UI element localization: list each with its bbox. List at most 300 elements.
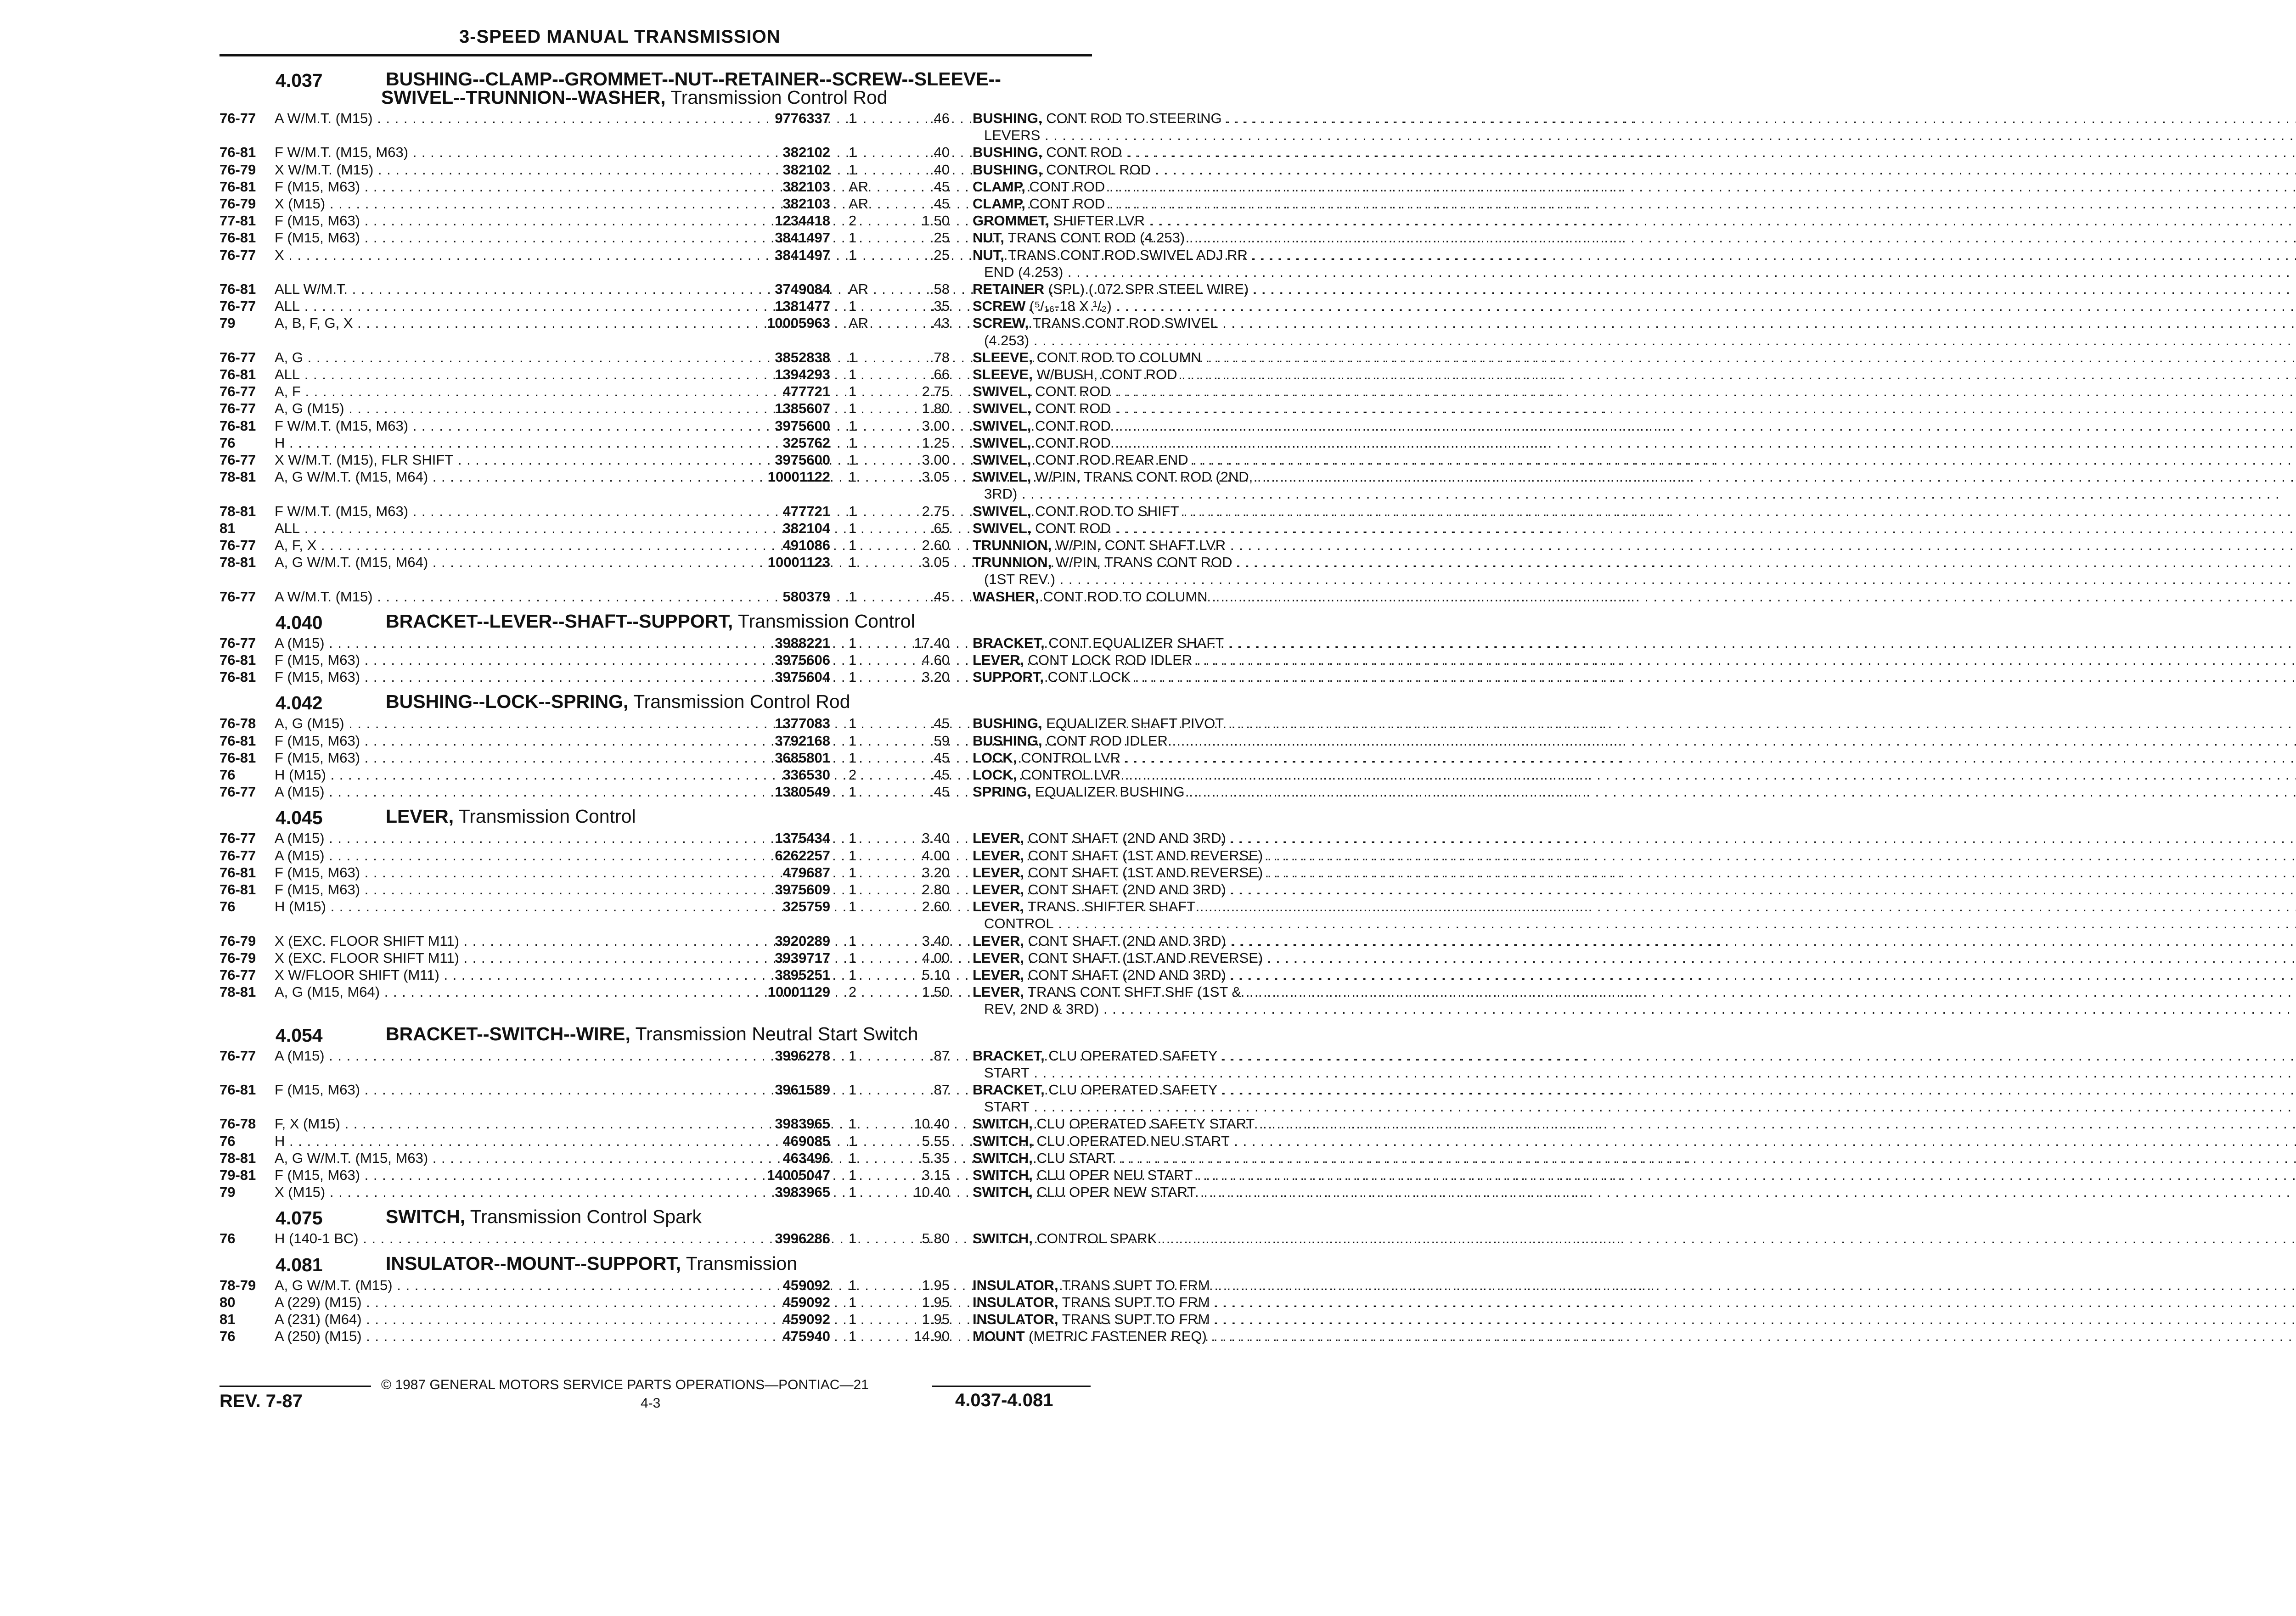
description-cont xyxy=(984,1099,1303,1115)
application xyxy=(275,669,731,685)
table-row xyxy=(219,967,1226,983)
description xyxy=(973,767,1303,783)
table-row-continuation xyxy=(219,264,1083,281)
part-number: 3975609 xyxy=(775,881,830,898)
part-keyword: BRACKET, xyxy=(973,1047,1045,1064)
description-text: TRANS SUPT TO FRM xyxy=(1062,1294,1210,1310)
application xyxy=(275,967,731,983)
part-number: 463496 xyxy=(782,1150,830,1166)
quantity: 1 xyxy=(849,881,857,898)
price: 3.00 xyxy=(922,452,950,468)
price: .87 xyxy=(929,1047,950,1064)
description-cont-text: LEVERS xyxy=(984,127,1041,144)
description-text: CONT ROD xyxy=(1035,520,1111,536)
model-years: 76-81 xyxy=(219,881,256,898)
table-row xyxy=(219,537,1226,554)
application xyxy=(275,1116,731,1132)
quantity: 1 xyxy=(849,1184,857,1201)
application xyxy=(275,784,731,800)
quantity: AR xyxy=(849,315,869,331)
application xyxy=(275,349,731,366)
part-number: 459092 xyxy=(782,1294,830,1310)
price: .45 xyxy=(929,178,950,195)
application-text: F (M15, M63) xyxy=(275,732,360,749)
table-row-continuation xyxy=(219,571,1083,588)
table-row xyxy=(219,881,1226,898)
table-row xyxy=(219,932,1226,949)
model-years: 76 xyxy=(219,434,236,451)
model-years: 76-81 xyxy=(219,366,256,382)
description-text: TRANS CONT ROD SWIVEL xyxy=(1032,315,1218,331)
table-row xyxy=(219,1294,1210,1311)
part-keyword: LOCK, xyxy=(973,767,1017,783)
price: .78 xyxy=(929,349,950,365)
table-row xyxy=(219,110,1222,127)
application xyxy=(275,1230,731,1247)
part-number: 477721 xyxy=(782,383,830,400)
table-row xyxy=(219,161,1151,178)
description xyxy=(973,315,1303,331)
application-text: F (M15, M63) xyxy=(275,1082,360,1098)
part-keyword: BUSHING, xyxy=(973,732,1042,749)
description xyxy=(973,652,1303,668)
part-number: 479687 xyxy=(782,864,830,881)
table-row xyxy=(219,1133,1230,1150)
description xyxy=(973,967,1303,983)
description xyxy=(973,733,1303,749)
quantity: AR xyxy=(849,178,869,195)
price: 5.10 xyxy=(922,967,950,983)
table-row xyxy=(219,1082,1218,1098)
application xyxy=(275,247,731,264)
quantity: 1 xyxy=(849,1328,857,1345)
part-number: 580379 xyxy=(782,588,830,605)
part-number: 1381477 xyxy=(775,298,830,314)
table-row xyxy=(219,417,1111,434)
description-text: CLU OPERATED SAFETY xyxy=(1048,1082,1218,1098)
application-text: F W/M.T. (M15, M63) xyxy=(275,417,409,434)
description-text: CONT ROD TO COLUMN xyxy=(1036,349,1201,365)
price: 3.05 xyxy=(922,554,950,571)
description-text: TRANS SUPT TO FRM xyxy=(1062,1311,1210,1327)
quantity: 1 xyxy=(849,669,857,685)
quantity: 1 xyxy=(849,1116,857,1132)
model-years: 80 xyxy=(219,1294,236,1310)
application-text: A W/M.T. (M15) xyxy=(275,110,373,126)
table-row xyxy=(219,984,1242,1000)
description xyxy=(973,230,1303,246)
description-cont xyxy=(984,332,1303,349)
header-rule xyxy=(219,54,1092,56)
description-cont xyxy=(984,1065,1303,1081)
quantity: 1 xyxy=(849,1294,857,1310)
model-years: 76 xyxy=(219,1328,236,1345)
description xyxy=(973,162,1303,178)
model-years: 76-78 xyxy=(219,715,256,732)
quantity: 1 xyxy=(849,110,857,126)
part-keyword: LEVER, xyxy=(973,652,1024,668)
price: 3.15 xyxy=(922,1167,950,1183)
model-years: 78-81 xyxy=(219,984,256,1000)
description xyxy=(973,898,1303,915)
description xyxy=(973,469,1303,485)
application xyxy=(275,864,731,881)
application xyxy=(275,1082,731,1098)
part-keyword: BUSHING, xyxy=(973,110,1042,126)
application xyxy=(275,298,731,314)
description-text: CONT SHAFT (1ST AND REVERSE) xyxy=(1028,864,1263,881)
model-years: 76-79 xyxy=(219,949,256,966)
quantity: 1 xyxy=(849,161,857,178)
part-number: 459092 xyxy=(782,1311,830,1327)
price: 3.20 xyxy=(922,669,950,685)
quantity: AR xyxy=(849,281,869,297)
application xyxy=(275,1133,731,1150)
part-number: 10001122 xyxy=(767,469,830,485)
table-row-continuation xyxy=(219,332,1083,349)
description-text: SHIFTER LVR xyxy=(1053,213,1145,229)
quantity: 1 xyxy=(849,434,857,451)
application xyxy=(275,435,731,451)
price: .25 xyxy=(929,230,950,246)
section-subtitle: Transmission Control Rod xyxy=(633,691,850,713)
application-text: A (250) (M15) xyxy=(275,1328,362,1345)
model-years: 79-81 xyxy=(219,1167,256,1183)
application-text: X W/M.T. (M15), FLR SHIFT xyxy=(275,452,454,468)
part-keyword: BUSHING, xyxy=(973,144,1042,161)
table-row xyxy=(219,669,1131,685)
description xyxy=(973,933,1303,949)
price: 1.50 xyxy=(922,213,950,229)
part-number: 3841497 xyxy=(775,230,830,246)
quantity: 1 xyxy=(849,847,857,864)
quantity: AR xyxy=(849,196,869,212)
price: 5.55 xyxy=(922,1133,950,1149)
application-text: A (229) (M15) xyxy=(275,1294,362,1310)
description-text: CONTROL LVR xyxy=(1021,749,1121,766)
part-keyword: LEVER, xyxy=(973,864,1024,881)
application-text: F W/M.T. (M15, M63) xyxy=(275,503,409,519)
description-text: TRANS SUPT TO FRM xyxy=(1062,1277,1210,1293)
table-row xyxy=(219,749,1121,766)
application-text: A (M15) xyxy=(275,1047,325,1064)
footer-revision: REV. 7-87 xyxy=(219,1391,303,1411)
description-cont-text: START xyxy=(984,1064,1030,1081)
price: 1.95 xyxy=(922,1311,950,1327)
part-keyword: SCREW, xyxy=(973,315,1029,331)
description-text: CONT ROD xyxy=(1035,400,1111,417)
application-text: A (M15) xyxy=(275,784,325,800)
part-keyword: SPRING, xyxy=(973,784,1031,800)
application-text: F (M15, M63) xyxy=(275,864,360,881)
part-number: 3996278 xyxy=(775,1047,830,1064)
model-years: 76-81 xyxy=(219,144,256,161)
part-number: 10001123 xyxy=(767,554,830,571)
model-years: 77-81 xyxy=(219,213,256,229)
application-text: A (M15) xyxy=(275,830,325,847)
part-number: 382104 xyxy=(782,520,830,536)
application-text: X (EXC. FLOOR SHIFT M11) xyxy=(275,932,459,949)
table-row xyxy=(219,898,1196,915)
model-years: 76-79 xyxy=(219,196,256,212)
table-row xyxy=(219,847,1263,864)
part-number: 382103 xyxy=(782,196,830,212)
price: .66 xyxy=(929,366,950,382)
description-text: CONT ROD TO STEERING xyxy=(1046,110,1222,126)
table-row xyxy=(219,281,1249,297)
application-text: A, F, X xyxy=(275,537,317,553)
description-text: CONT ROD IDLER xyxy=(1046,732,1168,749)
section-subtitle: Transmission xyxy=(686,1252,797,1274)
description xyxy=(973,144,1303,161)
application xyxy=(275,635,731,651)
table-row xyxy=(219,196,1105,212)
model-years: 76-81 xyxy=(219,281,256,297)
description-text: CONT ROD xyxy=(1029,196,1105,212)
application xyxy=(275,400,731,417)
price: 2.75 xyxy=(922,503,950,519)
price: .35 xyxy=(929,298,950,314)
page-title: 3-SPEED MANUAL TRANSMISSION xyxy=(459,27,781,47)
part-number: 475940 xyxy=(782,1328,830,1345)
part-keyword: CLAMP, xyxy=(973,196,1025,212)
price: 3.40 xyxy=(922,830,950,847)
table-row xyxy=(219,349,1201,366)
description-text: CONTROL ROD xyxy=(1046,161,1151,178)
table-row xyxy=(219,588,1208,605)
section-parts-list: INSULATOR--MOUNT--SUPPORT, xyxy=(386,1252,681,1274)
part-number: 477721 xyxy=(782,503,830,519)
description-cont-text: (4.253) xyxy=(984,332,1030,348)
application-text: A, G W/M.T. (M15, M64) xyxy=(275,469,428,485)
part-keyword: BUSHING, xyxy=(973,161,1042,178)
description-text: TRANS CONT SHFT SHF (1ST & xyxy=(1028,984,1242,1000)
table-row xyxy=(219,178,1105,195)
quantity: 1 xyxy=(849,932,857,949)
application xyxy=(275,652,731,668)
section-parts-list: LEVER, xyxy=(386,806,454,827)
table-row-continuation xyxy=(219,486,1083,502)
application xyxy=(275,110,731,127)
description xyxy=(973,1328,1303,1345)
section-parts-list-cont: SWIVEL--TRUNNION--WASHER, xyxy=(381,87,666,108)
quantity: 1 xyxy=(849,1230,857,1247)
application-text: X (M15) xyxy=(275,196,326,212)
description-cont xyxy=(984,486,1303,502)
section-parts-list: BUSHING--CLAMP--GROMMET--NUT--RETAINER--SCREW--SLEEVE-- xyxy=(386,68,1001,90)
application xyxy=(275,469,731,485)
quantity: 1 xyxy=(849,732,857,749)
section-parts-list: BUSHING--LOCK--SPRING, xyxy=(386,691,629,713)
footer-rule-left xyxy=(219,1386,371,1387)
price: 4.00 xyxy=(922,847,950,864)
part-number: 491086 xyxy=(782,537,830,553)
footer-section-range: 4.037-4.081 xyxy=(955,1390,1053,1410)
description xyxy=(973,110,1303,127)
part-number: 10001129 xyxy=(767,984,830,1000)
quantity: 1 xyxy=(849,1167,857,1183)
description xyxy=(973,213,1303,229)
quantity: 1 xyxy=(849,949,857,966)
description-text: CLU START xyxy=(1036,1150,1114,1166)
description xyxy=(973,750,1303,766)
price: .46 xyxy=(929,110,950,126)
table-row xyxy=(219,554,1232,571)
description-text: EQUALIZER BUSHING xyxy=(1035,784,1185,800)
part-keyword: SWIVEL, xyxy=(973,383,1031,400)
part-number: 1375434 xyxy=(775,830,830,847)
model-years: 76-78 xyxy=(219,1116,256,1132)
section-subtitle: Transmission Control Spark xyxy=(470,1206,702,1228)
description-text: W/BUSH, CONT ROD xyxy=(1036,366,1177,382)
table-row xyxy=(219,469,1253,485)
application xyxy=(275,179,731,195)
application-text: A, G W/M.T. (M15, M64) xyxy=(275,554,428,571)
model-years: 76-81 xyxy=(219,1082,256,1098)
price: .65 xyxy=(929,520,950,536)
application xyxy=(275,589,731,605)
description-cont-text: END (4.253) xyxy=(984,264,1064,280)
application-text: F (M15, M63) xyxy=(275,881,360,898)
description-text: W/PIN, TRANS CONT ROD xyxy=(1055,554,1232,571)
description xyxy=(973,503,1303,520)
description-cont xyxy=(984,264,1303,281)
model-years: 76-79 xyxy=(219,932,256,949)
model-years: 76-77 xyxy=(219,847,256,864)
part-keyword: SWIVEL, xyxy=(973,417,1031,434)
description xyxy=(973,418,1303,434)
price: .58 xyxy=(929,281,950,297)
application-text: X (M15) xyxy=(275,1184,326,1201)
part-number: 14005047 xyxy=(767,1167,830,1183)
part-number: 6262257 xyxy=(775,847,830,864)
price: 2.60 xyxy=(922,898,950,915)
price: .40 xyxy=(929,144,950,161)
description xyxy=(973,830,1303,847)
part-keyword: SWIVEL, xyxy=(973,520,1031,536)
part-number: 3983965 xyxy=(775,1116,830,1132)
description xyxy=(973,400,1303,417)
part-number: 3685801 xyxy=(775,749,830,766)
description-text: CONT SHAFT (2ND AND 3RD) xyxy=(1028,830,1226,847)
model-years: 76-81 xyxy=(219,417,256,434)
description-text: CONT ROD xyxy=(1029,178,1105,195)
description xyxy=(973,847,1303,864)
quantity: 1 xyxy=(849,1277,857,1293)
part-number: 3975600 xyxy=(775,417,830,434)
table-row xyxy=(219,1277,1210,1294)
price: 17.40 xyxy=(914,634,950,651)
application xyxy=(275,767,731,783)
description xyxy=(973,435,1303,451)
application-text: A, G (M15, M64) xyxy=(275,984,380,1000)
description xyxy=(973,669,1303,685)
application-text: A, B, F, G, X xyxy=(275,315,353,331)
quantity: 1 xyxy=(849,588,857,605)
part-keyword: RETAINER xyxy=(973,281,1045,297)
application-text: F (M15, M63) xyxy=(275,652,360,668)
part-number: 382103 xyxy=(782,178,830,195)
part-keyword: GROMMET, xyxy=(973,213,1050,229)
table-row-continuation xyxy=(219,1065,1083,1081)
price: .87 xyxy=(929,1082,950,1098)
part-keyword: LEVER, xyxy=(973,967,1024,983)
price: 14.90 xyxy=(914,1328,950,1345)
description-text: CONT SHAFT (1ST AND REVERSE) xyxy=(1028,949,1263,966)
model-years: 76-77 xyxy=(219,1047,256,1064)
model-years: 76-77 xyxy=(219,784,256,800)
model-years: 79 xyxy=(219,315,236,331)
model-years: 76-77 xyxy=(219,634,256,651)
section-title xyxy=(386,1207,702,1226)
part-keyword: SUPPORT, xyxy=(973,669,1044,685)
model-years: 76 xyxy=(219,1230,236,1247)
model-years: 76-81 xyxy=(219,749,256,766)
description xyxy=(973,281,1303,297)
application-text: A (M15) xyxy=(275,634,325,651)
section-subtitle: Transmission Control xyxy=(737,610,915,632)
application-text: A, G (M15) xyxy=(275,715,344,732)
price: 1.95 xyxy=(922,1294,950,1310)
quantity: 1 xyxy=(849,452,857,468)
price: 3.20 xyxy=(922,864,950,881)
application xyxy=(275,315,731,331)
part-keyword: SCREW xyxy=(973,298,1026,314)
application-text: A, G (M15) xyxy=(275,400,344,417)
description-cont xyxy=(984,1001,1303,1017)
application-text: F W/M.T. (M15, M63) xyxy=(275,144,409,161)
quantity: 1 xyxy=(849,715,857,732)
table-row xyxy=(219,503,1179,520)
section-title xyxy=(386,612,915,630)
quantity: 1 xyxy=(849,144,857,161)
price: 2.80 xyxy=(922,881,950,898)
part-keyword: TRUNNION, xyxy=(973,554,1052,571)
description xyxy=(973,715,1303,732)
price: .45 xyxy=(929,767,950,783)
price: 5.35 xyxy=(922,1150,950,1166)
section-number: 4.040 xyxy=(276,612,323,633)
application-text: ALL xyxy=(275,520,300,536)
application xyxy=(275,1048,731,1064)
application-text: H xyxy=(275,1133,285,1149)
price: .45 xyxy=(929,784,950,800)
model-years: 76-77 xyxy=(219,400,256,417)
price: 4.60 xyxy=(922,652,950,668)
description-cont-text: 3RD) xyxy=(984,486,1018,502)
quantity: 1 xyxy=(849,830,857,847)
section-number: 4.081 xyxy=(276,1254,323,1275)
application-text: X W/M.T. (M15) xyxy=(275,161,374,178)
part-keyword: LEVER, xyxy=(973,949,1024,966)
table-row xyxy=(219,1150,1114,1167)
model-years: 76-81 xyxy=(219,669,256,685)
application xyxy=(275,1294,731,1311)
part-keyword: SWITCH, xyxy=(973,1184,1033,1201)
part-keyword: LEVER, xyxy=(973,898,1024,915)
description-text: CONT ROD TO SHIFT xyxy=(1035,503,1179,519)
quantity: 2 xyxy=(849,213,857,229)
part-number: 1234418 xyxy=(775,213,830,229)
quantity: 1 xyxy=(849,1082,857,1098)
model-years: 76-81 xyxy=(219,652,256,668)
section-title xyxy=(386,807,636,825)
application xyxy=(275,830,731,847)
quantity: 1 xyxy=(849,784,857,800)
description xyxy=(973,196,1303,212)
application-text: ALL xyxy=(275,298,300,314)
description-text: CLU OPERATED SAFETY xyxy=(1048,1047,1218,1064)
